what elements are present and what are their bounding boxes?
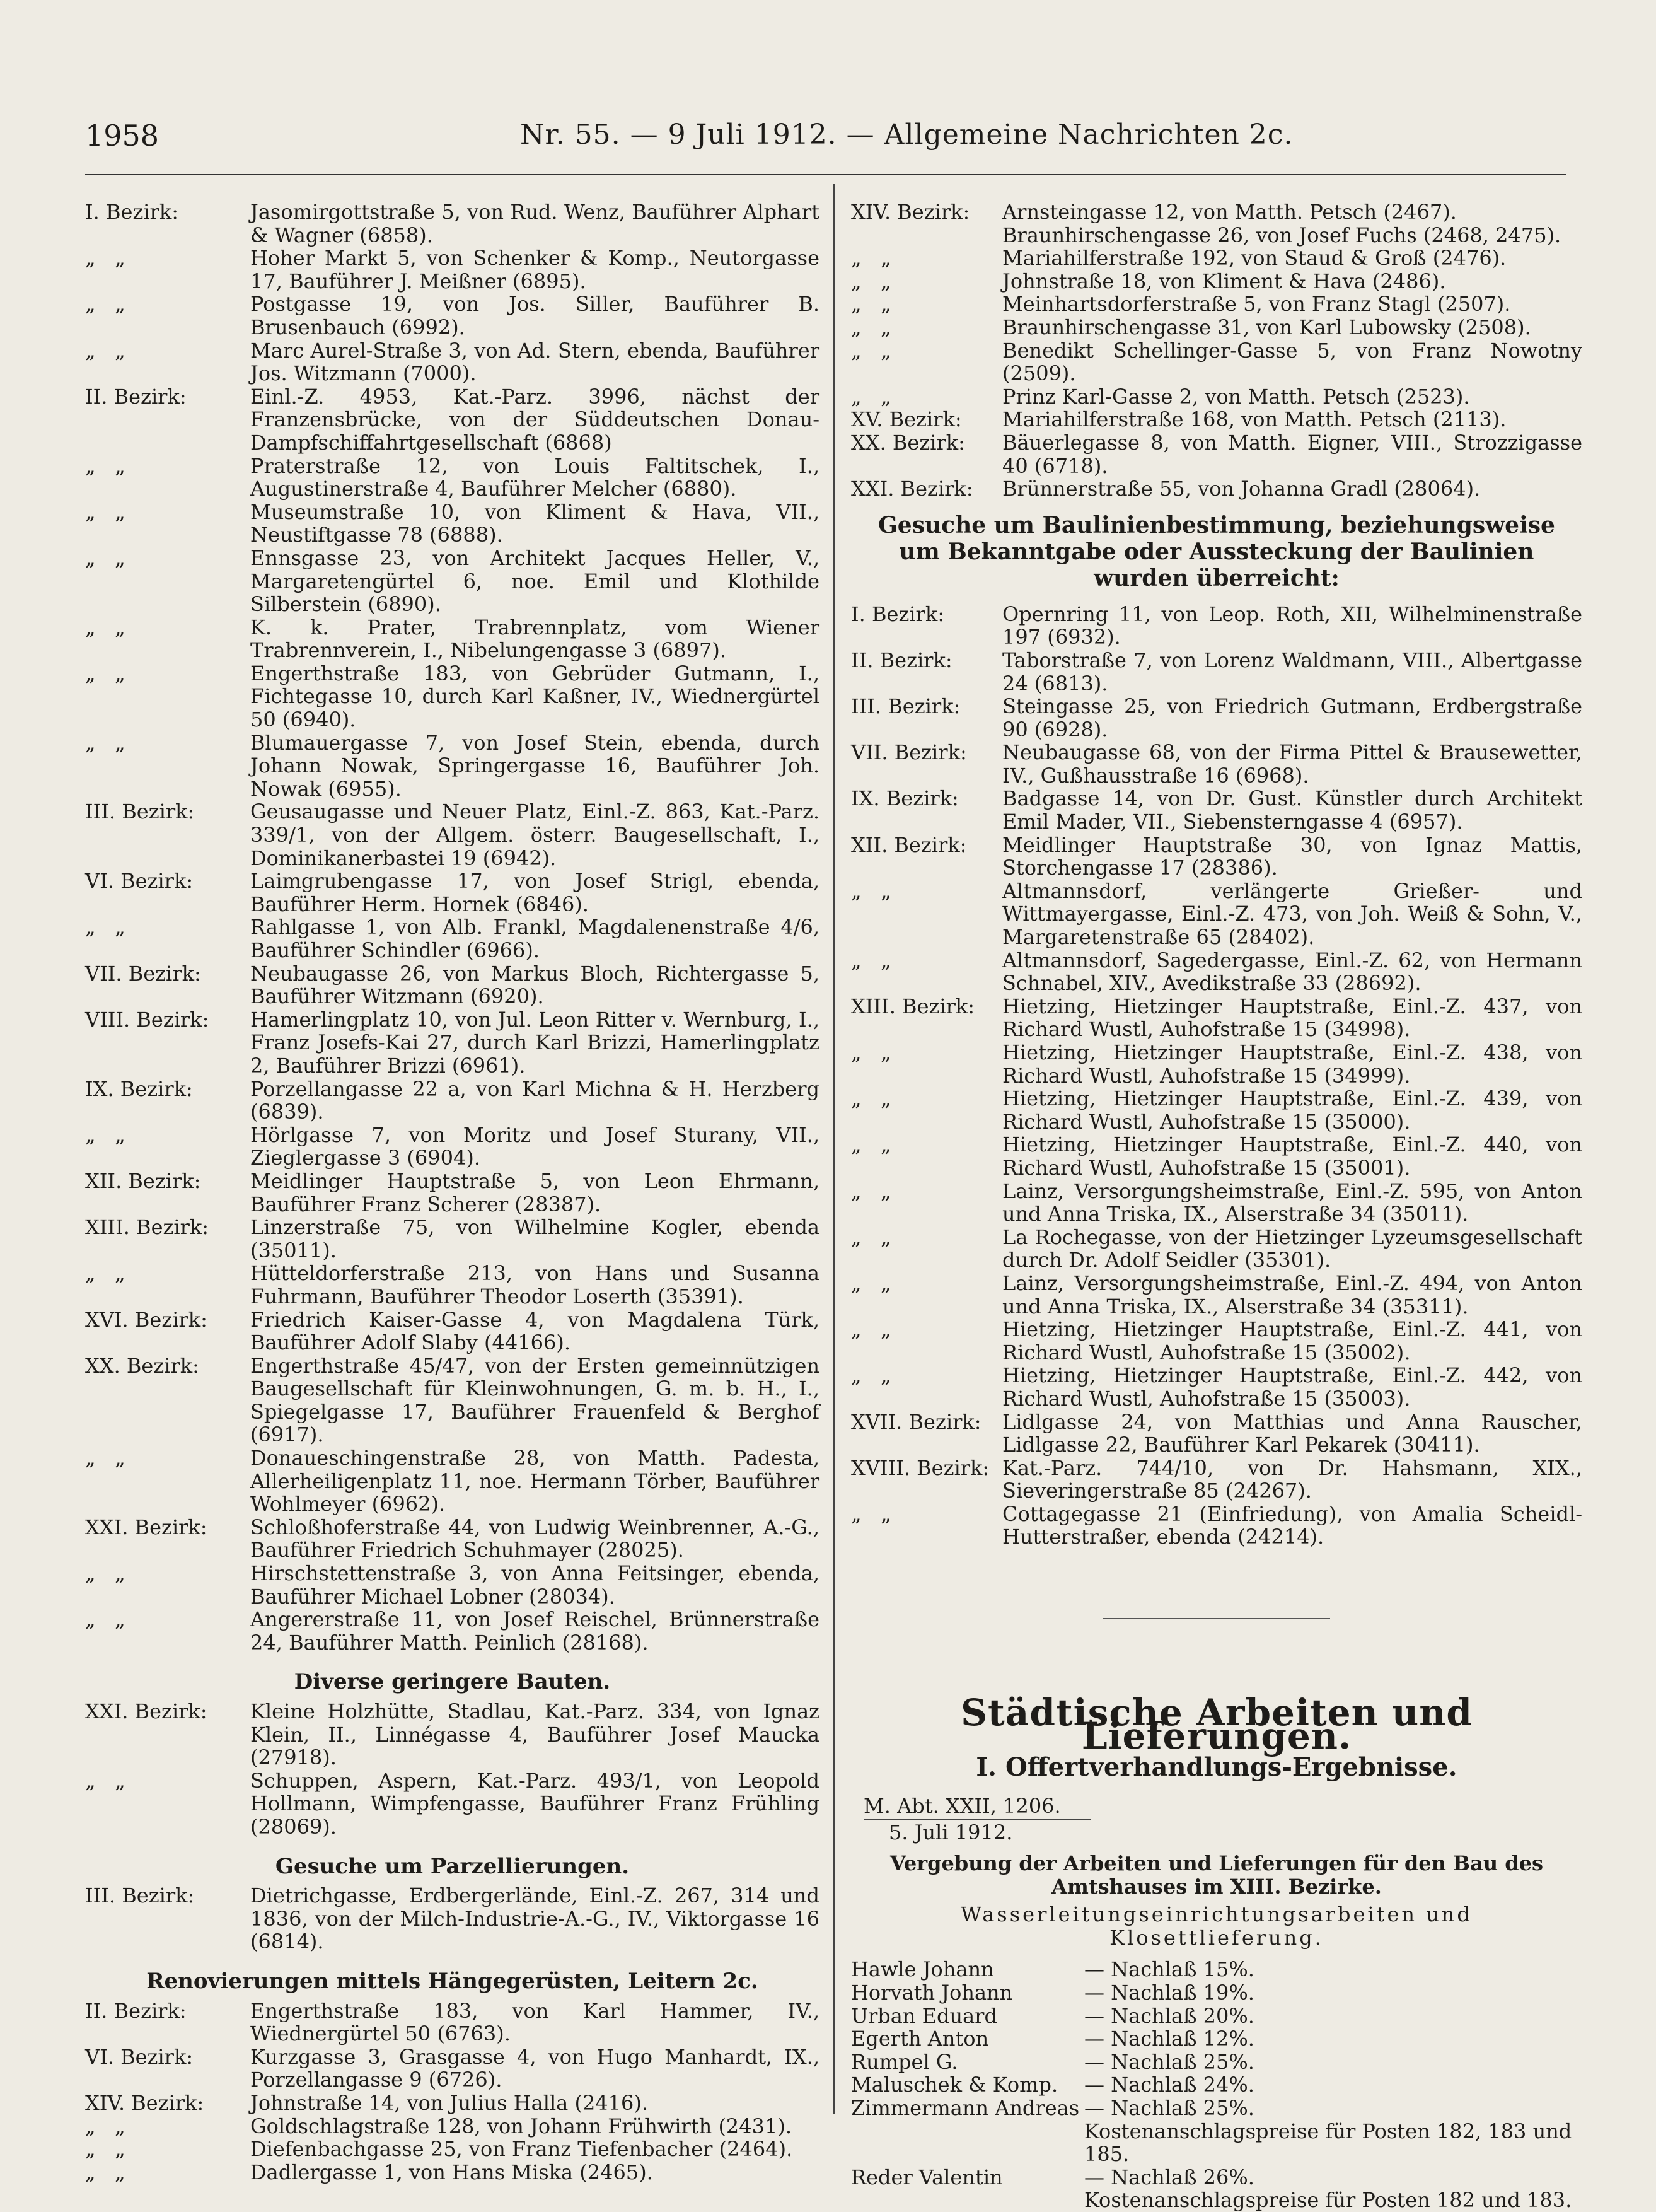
list-item	[851, 1133, 1582, 1179]
entry-text: Hietzing, Hietzinger Hauptstraße, Einl.-Z. 442, von Richard Wustl, Auhofstraße 15 (35003).	[1002, 1363, 1582, 1411]
district-label: „ „	[851, 1132, 891, 1157]
entry-text: Prinz Karl-Gasse 2, von Matth. Petsch (2523).	[1002, 384, 1470, 409]
bid-discount: — Nachlaß 20%.	[1084, 2003, 1254, 2028]
list-item	[85, 662, 819, 731]
list-item	[85, 2046, 819, 2092]
district-label: II. Bezirk:	[85, 1998, 187, 2023]
list-item	[851, 695, 1582, 741]
bidder-name: Maluschek & Komp.	[851, 2073, 1058, 2097]
entry-text: Donaueschingenstraße 28, von Matth. Padesta, Allerheiligenplatz 11, noe. Hermann Törber, Bauführer Wohlmeyer (6962).	[250, 1446, 819, 1516]
list-item	[85, 385, 819, 455]
list-item	[851, 247, 1582, 270]
list-item	[851, 880, 1582, 949]
district-label: „ „	[851, 878, 891, 903]
district-label: XVIII. Bezirk:	[851, 1455, 990, 1480]
entry-text: Hoher Markt 5, von Schenker & Komp., Neutorgasse 17, Bauführer J. Meißner (6895).	[250, 246, 819, 293]
entry-text: Kat.-Parz. 744/10, von Dr. Hahsmann, XIX., Sieveringerstraße 85 (24267).	[1002, 1455, 1582, 1503]
list-item	[851, 201, 1582, 224]
entry-text: Johnstraße 14, von Julius Halla (2416).	[250, 2090, 649, 2115]
district-label: XXI. Bezirk:	[85, 1515, 207, 1539]
district-label: XII. Bezirk:	[85, 1168, 201, 1193]
entry-text: Schloßhoferstraße 44, von Ludwig Weinbrenner, A.-G., Bauführer Friedrich Schuhmayer (28025).	[250, 1515, 819, 1563]
list-item	[851, 1226, 1582, 1272]
entry-text: Porzellangasse 22 a, von Karl Michna & H. Herzberg (6839).	[250, 1076, 819, 1124]
work-type: Wasserleitungseinrichtungsarbeiten und Klosettlieferung.	[961, 1902, 1473, 1950]
entry-text: Marc Aurel-Straße 3, von Ad. Stern, ebenda, Bauführer Jos. Witzmann (7000).	[250, 338, 819, 386]
list-item	[851, 1503, 1582, 1549]
bid-discount: — Nachlaß 15%.	[1084, 1957, 1254, 1982]
list-item	[851, 1411, 1582, 1457]
district-label: IX. Bezirk:	[85, 1076, 193, 1101]
list-item	[85, 870, 819, 916]
district-label: XVII. Bezirk:	[851, 1409, 981, 1434]
district-label: II. Bezirk:	[851, 648, 952, 672]
results-list	[851, 1958, 1582, 2119]
district-label: „ „	[85, 1561, 125, 1586]
list-item	[851, 316, 1582, 339]
result-row	[851, 2073, 1582, 2097]
entry-text: Geusaugasse und Neuer Platz, Einl.-Z. 863, Kat.-Parz. 339/1, von der Allgem. österr. Baugesellschaft, I., Dominikanerbastei 19 (6942).	[250, 800, 819, 870]
list-item	[85, 1008, 819, 1078]
district-label: „ „	[85, 2114, 125, 2138]
entry-text: Meinhartsdorferstraße 5, von Franz Stagl (2507).	[1002, 292, 1511, 317]
entry-text: Blumauergasse 7, von Josef Stein, ebenda, durch Johann Nowak, Springergasse 16, Bauführer Joh. Nowak (6955).	[250, 730, 819, 801]
list-item	[851, 224, 1582, 247]
entry-text: Hietzing, Hietzinger Hauptstraße, Einl.-Z. 439, von Richard Wustl, Auhofstraße 15 (35000).	[1002, 1086, 1582, 1134]
district-label: „ „	[85, 292, 125, 317]
list-item	[85, 1262, 819, 1308]
district-label: VI. Bezirk:	[85, 2044, 194, 2069]
minor-buildings-list	[85, 1700, 819, 1839]
list-item	[85, 1769, 819, 1839]
entry-text: Hirschstettenstraße 3, von Anna Feitsinger, ebenda, Bauführer Michael Lobner (28034).	[250, 1561, 819, 1609]
list-item	[85, 2092, 819, 2115]
bidder-name: Urban Eduard	[851, 2003, 997, 2028]
entry-text: Lainz, Versorgungsheimstraße, Einl.-Z. 595, von Anton und Anna Triska, IX., Alserstraße 34 (35011).	[1002, 1179, 1582, 1226]
bid-discount: — Nachlaß 19%.	[1084, 1981, 1254, 2005]
parcelling-list	[85, 1884, 819, 1953]
district-label: „ „	[85, 615, 125, 639]
entry-text: Brünnerstraße 55, von Johanna Gradl (28064).	[1002, 477, 1481, 501]
entry-text: Engerthstraße 183, von Gebrüder Gutmann, I., Fichtegasse 10, durch Karl Kaßner, IV., Wiednergürtel 50 (6940).	[250, 661, 819, 732]
district-label: XX. Bezirk:	[851, 430, 965, 455]
district-label: XVI. Bezirk:	[85, 1307, 207, 1332]
result-row	[851, 2051, 1582, 2074]
district-label: VII. Bezirk:	[85, 961, 201, 986]
bidder-name: Zimmermann Andreas	[851, 2095, 1080, 2120]
district-label: III. Bezirk:	[851, 694, 961, 719]
entry-text: Bäuerlegasse 8, von Matth. Eigner, VIII., Strozzigasse 40 (6718).	[1002, 430, 1582, 478]
district-label: I. Bezirk:	[851, 602, 944, 626]
entry-text: Mariahilferstraße 192, von Staud & Groß (2476).	[1002, 246, 1507, 271]
result-row	[851, 2097, 1582, 2120]
entry-text: Steingasse 25, von Friedrich Gutmann, Erdbergstraße 90 (6928).	[1002, 694, 1582, 742]
district-label: „ „	[85, 661, 125, 685]
list-item	[85, 1516, 819, 1562]
entry-text: Arnsteingasse 12, von Matth. Petsch (2467).	[1002, 200, 1457, 224]
page-number: 1958	[85, 119, 159, 153]
district-label: VI. Bezirk:	[85, 869, 194, 894]
list-item	[85, 293, 819, 339]
list-item	[851, 477, 1582, 501]
entry-text: Kurzgasse 3, Grasgasse 4, von Hugo Manhardt, IX., Porzellangasse 9 (6726).	[250, 2044, 819, 2092]
district-label: „ „	[85, 1768, 125, 1793]
entry-text: Engerthstraße 45/47, von der Ersten gemeinnützigen Baugesellschaft für Kleinwohnungen, G. m. b. H., I., Spiegelgasse 17, Bauführer Frauenfeld & Berghof (6917).	[250, 1353, 819, 1447]
list-item	[85, 1562, 819, 1608]
bidder-name: Rumpel G.	[851, 2049, 958, 2074]
district-label: „ „	[85, 545, 125, 570]
list-item	[851, 834, 1582, 880]
list-item	[851, 787, 1582, 833]
award-title: Vergebung der Arbeiten und Lieferungen für den Bau des Amtshauses im XIII. Bezirke.	[890, 1851, 1543, 1899]
district-label: „ „	[851, 246, 891, 271]
list-item	[85, 916, 819, 962]
building-permits-list	[85, 201, 819, 1654]
list-item	[851, 603, 1582, 649]
district-label: „ „	[85, 246, 125, 271]
entry-text: Angererstraße 11, von Josef Reischel, Brünnerstraße 24, Bauführer Matth. Peinlich (28168).	[250, 1607, 819, 1655]
department-reference: M. Abt. XXII, 1206.	[864, 1793, 1061, 1818]
district-label: „ „	[85, 1261, 125, 1286]
entry-text: Dadlergasse 1, von Hans Miska (2465).	[250, 2160, 653, 2184]
bid-discount: — Nachlaß 12%.	[1084, 2027, 1254, 2051]
section-heading-minor-buildings: Diverse geringere Bauten.	[294, 1669, 611, 1695]
bidder-name: Reder Valentin	[851, 2165, 1003, 2189]
bid-discount: — Nachlaß 24%.	[1084, 2073, 1254, 2097]
entry-text: Lainz, Versorgungsheimstraße, Einl.-Z. 494, von Anton und Anna Triska, IX., Alserstraße 34 (35311).	[1002, 1271, 1582, 1318]
district-label: „ „	[85, 915, 125, 940]
list-item	[851, 1180, 1582, 1226]
entry-text: Meidlinger Hauptstraße 5, von Leon Ehrmann, Bauführer Franz Scherer (28387).	[250, 1168, 819, 1216]
offer-results-subtitle: I. Offertverhandlungs-Ergebnisse.	[976, 1752, 1457, 1783]
bid-discount: — Nachlaß 25%.	[1084, 2095, 1254, 2120]
list-item	[851, 949, 1582, 995]
entry-text: Hörlgasse 7, von Moritz und Josef Sturany, VII., Zieglergasse 3 (6904).	[250, 1122, 819, 1170]
district-label: XII. Bezirk:	[851, 832, 967, 857]
district-label: IX. Bezirk:	[851, 786, 959, 811]
district-label: „ „	[851, 1179, 891, 1203]
district-label: I. Bezirk:	[85, 200, 178, 224]
entry-text: Schuppen, Aspern, Kat.-Parz. 493/1, von Leopold Hollmann, Wimpfengasse, Bauführer Franz Frühling (28069).	[250, 1768, 819, 1839]
entry-text: Hietzing, Hietzinger Hauptstraße, Einl.-Z. 441, von Richard Wustl, Auhofstraße 15 (35002).	[1002, 1317, 1582, 1365]
district-label: XIV. Bezirk:	[85, 2090, 204, 2115]
entry-text: Laimgrubengasse 17, von Josef Strigl, ebenda, Bauführer Herm. Hornek (6846).	[250, 869, 819, 916]
district-label: XV. Bezirk:	[851, 407, 962, 432]
result-row	[851, 2005, 1582, 2028]
list-item	[85, 731, 819, 801]
entry-text: Goldschlagstraße 128, von Johann Frühwirth (2431).	[250, 2114, 792, 2138]
list-item	[85, 616, 819, 662]
list-item	[851, 995, 1582, 1041]
left-column	[85, 201, 819, 2184]
list-item	[851, 1318, 1582, 1364]
district-label: „ „	[85, 1122, 125, 1147]
district-label: „ „	[851, 1317, 891, 1342]
award-date: 5. Juli 1912.	[889, 1820, 1013, 1845]
district-label: III. Bezirk:	[85, 1883, 195, 1908]
list-item	[85, 1884, 819, 1953]
entry-text: Cottagegasse 21 (Einfriedung), von Amalia Scheidl-Hutterstraßer, ebenda (24214).	[1002, 1501, 1582, 1549]
list-item	[85, 800, 819, 870]
list-item	[851, 741, 1582, 787]
list-item	[851, 1087, 1582, 1133]
list-item	[85, 2000, 819, 2046]
district-label: XXI. Bezirk:	[851, 477, 973, 501]
list-item	[85, 2161, 819, 2184]
entry-text: Hütteldorferstraße 213, von Hans und Susanna Fuhrmann, Bauführer Theodor Loserth (35391).	[250, 1261, 819, 1308]
bid-discount: — Nachlaß 25%.	[1084, 2049, 1254, 2074]
district-label: XXI. Bezirk:	[85, 1699, 207, 1723]
list-item	[85, 339, 819, 385]
list-item	[85, 1700, 819, 1769]
bidder-name: Horvath Johann	[851, 1981, 1013, 2005]
list-item	[851, 431, 1582, 477]
renovations-list	[85, 2000, 819, 2184]
entry-text: Praterstraße 12, von Louis Faltitschek, I., Augustinerstraße 4, Bauführer Melcher (6880).	[250, 453, 819, 501]
district-label: „ „	[851, 1271, 891, 1295]
list-item	[851, 270, 1582, 293]
list-item	[851, 339, 1582, 385]
entry-text: Badgasse 14, von Dr. Gust. Künstler durch Architekt Emil Mader, VII., Siebensterngasse 4 (6957).	[1002, 786, 1582, 834]
header-rule	[85, 174, 1566, 175]
right-column	[851, 201, 1582, 2212]
column-divider	[833, 184, 835, 2114]
list-item	[85, 455, 819, 501]
entry-text: K. k. Prater, Trabrennplatz, vom Wiener Trabrennverein, I., Nibelungengasse 3 (6897).	[250, 615, 819, 663]
district-label: „ „	[85, 1607, 125, 1632]
entry-text: Altmannsdorf, verlängerte Grießer- und Wittmayergasse, Einl.-Z. 473, von Joh. Weiß & Sohn, V., Margaretenstraße 65 (28402).	[1002, 878, 1582, 950]
municipal-works-title: Städtische Arbeiten und Lieferungen.	[961, 1691, 1473, 1757]
entry-text: Rahlgasse 1, von Alb. Frankl, Magdalenenstraße 4/6, Bauführer Schindler (6966).	[250, 915, 819, 962]
entry-text: Postgasse 19, von Jos. Siller, Bauführer B. Brusenbauch (6992).	[250, 292, 819, 339]
price-note-1: Kostenanschlagspreise für Posten 182, 183 und 185.	[1084, 2119, 1572, 2167]
entry-text: Hietzing, Hietzinger Hauptstraße, Einl.-Z. 437, von Richard Wustl, Auhofstraße 15 (34998).	[1002, 994, 1582, 1042]
district-label: „ „	[851, 315, 891, 339]
reference-rule	[864, 1819, 1091, 1820]
district-label: „ „	[85, 730, 125, 755]
district-label: „ „	[85, 2160, 125, 2184]
entry-text: Einl.-Z. 4953, Kat.-Parz. 3996, nächst der Franzensbrücke, von der Süddeutschen Donau-Dampfschiffahrtgesellschaft (6868)	[250, 384, 819, 455]
entry-text: Museumstraße 10, von Kliment & Hava, VII., Neustiftgasse 78 (6888).	[250, 499, 819, 547]
entry-text: La Rochegasse, von der Hietzinger Lyzeumsgesellschaft durch Dr. Adolf Seidler (35301).	[1002, 1225, 1582, 1272]
page-header	[85, 119, 1566, 156]
district-label: „ „	[851, 1363, 891, 1388]
list-item	[85, 2138, 819, 2161]
result-row	[851, 1958, 1582, 1981]
list-item	[85, 1124, 819, 1170]
district-label: II. Bezirk:	[85, 384, 187, 409]
entry-text: Mariahilferstraße 168, von Matth. Petsch (2113).	[1002, 407, 1507, 432]
building-lines-list	[851, 603, 1582, 1549]
list-item	[85, 962, 819, 1008]
result-row	[851, 2027, 1582, 2051]
section-heading-renovations: Renovierungen mittels Hängegerüsten, Leitern 2c.	[146, 1968, 758, 1994]
list-item	[85, 1078, 819, 1124]
district-label: III. Bezirk:	[85, 800, 195, 824]
district-label: XX. Bezirk:	[85, 1353, 199, 1378]
list-item	[85, 1216, 819, 1262]
running-title: Nr. 55. — 9 Juli 1912. — Allgemeine Nachrichten 2c.	[520, 119, 1294, 151]
entry-text: Taborstraße 7, von Lorenz Waldmann, VIII., Albertgasse 24 (6813).	[1002, 648, 1582, 696]
entry-text: Hamerlingplatz 10, von Jul. Leon Ritter v. Wernburg, I., Franz Josefs-Kai 27, durch Karl Brizzi, Hamerlingplatz 2, Bauführer Brizzi (6961).	[250, 1007, 819, 1078]
list-item	[85, 501, 819, 547]
list-item	[851, 649, 1582, 695]
entry-text: Johnstraße 18, von Kliment & Hava (2486).	[1002, 269, 1446, 293]
entry-text: Diefenbachgasse 25, von Franz Tiefenbacher (2464).	[250, 2137, 793, 2162]
list-item	[85, 247, 819, 293]
bid-discount: — Nachlaß 26%.	[1084, 2165, 1254, 2189]
district-label: „ „	[851, 269, 891, 293]
list-item	[85, 547, 819, 616]
district-label: VIII. Bezirk:	[85, 1007, 209, 1032]
district-label: „ „	[851, 1501, 891, 1526]
bidder-name: Hawle Johann	[851, 1957, 994, 1982]
entry-text: Hietzing, Hietzinger Hauptstraße, Einl.-Z. 438, von Richard Wustl, Auhofstraße 15 (34999).	[1002, 1040, 1582, 1088]
list-item	[851, 385, 1582, 409]
district-label: „ „	[851, 292, 891, 317]
entry-text: Neubaugasse 68, von der Firma Pittel & Brausewetter, IV., Gußhausstraße 16 (6968).	[1002, 740, 1582, 788]
section-heading-building-lines: Gesuche um Baulinienbestimmung, beziehungsweise um Bekanntgabe oder Aussteckung der Baulinien wurden überreicht:	[878, 511, 1555, 591]
district-label: XIII. Bezirk:	[851, 994, 975, 1018]
list-item	[851, 293, 1582, 316]
result-row	[851, 1981, 1582, 2005]
entry-text: Opernring 11, von Leop. Roth, XII, Wilhelminenstraße 197 (6932).	[1002, 602, 1582, 649]
district-label: „ „	[851, 1086, 891, 1111]
entry-text: Jasomirgottstraße 5, von Rud. Wenz, Bauführer Alphart & Wagner (6858).	[250, 200, 819, 247]
district-label: „ „	[85, 2137, 125, 2162]
list-item	[851, 408, 1582, 431]
list-item	[85, 1608, 819, 1654]
district-label: XIII. Bezirk:	[85, 1215, 209, 1240]
section-heading-parcelling: Gesuche um Parzellierungen.	[275, 1853, 630, 1879]
list-item	[85, 1354, 819, 1447]
bidder-name: Egerth Anton	[851, 2027, 989, 2051]
price-note-2: Kostenanschlagspreise für Posten 182 und 183.	[1084, 2188, 1572, 2212]
list-item	[851, 1457, 1582, 1503]
entry-text: Friedrich Kaiser-Gasse 4, von Magdalena Türk, Bauführer Adolf Slaby (44166).	[250, 1307, 819, 1355]
entry-text: Meidlinger Hauptstraße 30, von Ignaz Mattis, Storchengasse 17 (28386).	[1002, 832, 1582, 880]
district-label: „ „	[85, 499, 125, 524]
district-label: „ „	[851, 384, 891, 409]
district-label: „ „	[851, 338, 891, 363]
list-item	[85, 1447, 819, 1516]
list-item	[85, 2115, 819, 2138]
district-label: „ „	[85, 338, 125, 363]
district-label: „ „	[85, 453, 125, 478]
entry-text: Hietzing, Hietzinger Hauptstraße, Einl.-Z. 440, von Richard Wustl, Auhofstraße 15 (35001).	[1002, 1132, 1582, 1180]
list-item	[85, 1170, 819, 1216]
entry-text: Neubaugasse 26, von Markus Bloch, Richtergasse 5, Bauführer Witzmann (6920).	[250, 961, 819, 1009]
list-item	[851, 1364, 1582, 1410]
result-row	[851, 2166, 1582, 2189]
renovations-continued-list	[851, 201, 1582, 501]
entry-text: Ennsgasse 23, von Architekt Jacques Heller, V., Margaretengürtel 6, noe. Emil und Klothilde Silberstein (6890).	[250, 545, 819, 617]
list-item	[85, 201, 819, 247]
list-item	[85, 1308, 819, 1354]
district-label	[851, 224, 1002, 247]
district-label: XIV. Bezirk:	[851, 200, 970, 224]
entry-text: Braunhirschengasse 31, von Karl Lubowsky (2508).	[1002, 315, 1531, 339]
section-rule	[1103, 1618, 1330, 1619]
entry-text: Dietrichgasse, Erdbergerlände, Einl.-Z. 267, 314 und 1836, von der Milch-Industrie-A.-G., IV., Viktorgasse 16 (6814).	[250, 1883, 819, 1954]
entry-text: Engerthstraße 183, von Karl Hammer, IV., Wiednergürtel 50 (6763).	[250, 1998, 819, 2046]
entry-text: Lidlgasse 24, von Matthias und Anna Rauscher, Lidlgasse 22, Bauführer Karl Pekarek (30411).	[1002, 1409, 1582, 1457]
district-label: „ „	[851, 948, 891, 972]
entry-text: Braunhirschengasse 26, von Josef Fuchs (2468, 2475).	[1002, 223, 1561, 247]
district-label: „ „	[85, 1446, 125, 1470]
district-label: „ „	[851, 1040, 891, 1064]
entry-text: Altmannsdorf, Sagedergasse, Einl.-Z. 62, von Hermann Schnabel, XIV., Avedikstraße 33 (28692).	[1002, 948, 1582, 996]
entry-text: Linzerstraße 75, von Wilhelmine Kogler, ebenda (35011).	[250, 1215, 819, 1262]
district-label: VII. Bezirk:	[851, 740, 967, 765]
list-item	[851, 1272, 1582, 1318]
entry-text: Benedikt Schellinger-Gasse 5, von Franz Nowotny (2509).	[1002, 338, 1582, 386]
entry-text: Kleine Holzhütte, Stadlau, Kat.-Parz. 334, von Ignaz Klein, II., Linnégasse 4, Bauführer Josef Maucka (27918).	[250, 1699, 819, 1770]
district-label: „ „	[851, 1225, 891, 1249]
list-item	[851, 1041, 1582, 1087]
